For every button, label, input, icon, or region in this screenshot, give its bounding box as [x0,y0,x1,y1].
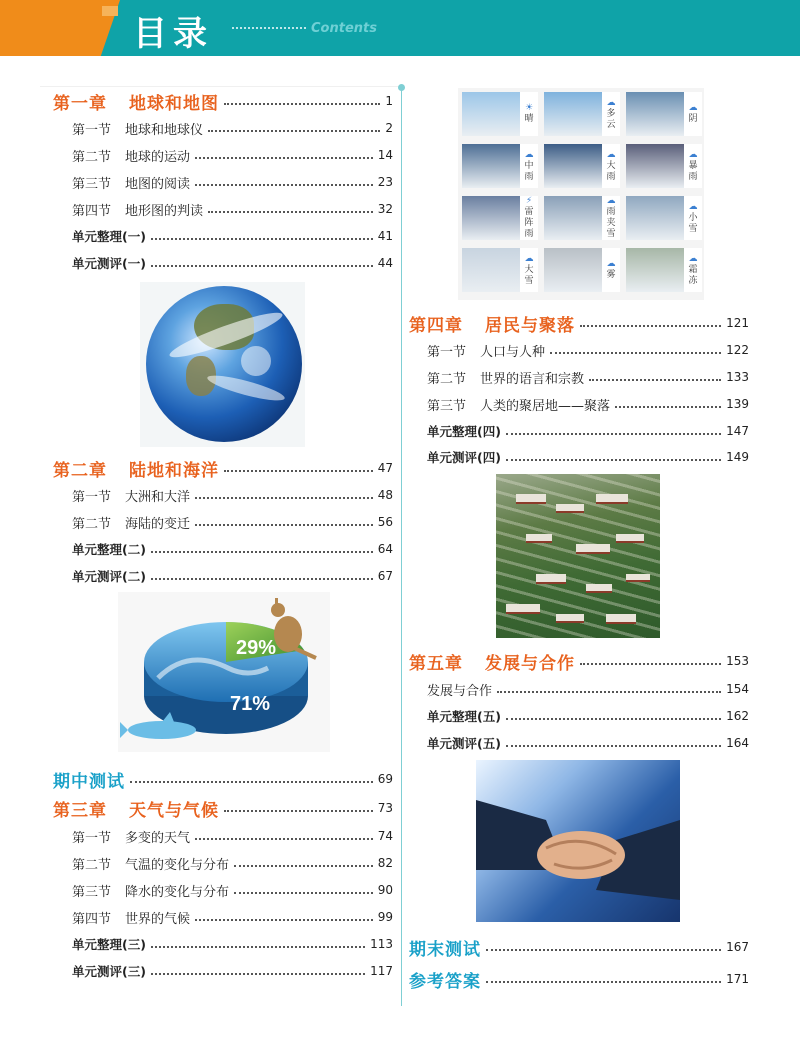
toc-page-number: 154 [726,682,749,696]
house [606,614,636,624]
toc-entry-title: 陆地和海洋 [129,460,219,481]
toc-entry-label: 单元整理(五) [427,709,501,724]
toc-page-number: 139 [726,397,749,411]
house [556,504,584,513]
earth-image [140,282,305,447]
dot-leader [224,810,373,812]
toc-page-number: 23 [377,175,393,189]
toc-entry-label: 第二章 [53,460,107,481]
weather-symbol-label: 阴 [688,114,698,124]
toc-entry-title: 人口与人种 [480,344,546,360]
toc-entry[interactable] [72,485,393,505]
toc-page-number: 47 [377,461,393,475]
toc-entry-label: 第三节 [72,176,112,192]
toc-entry-label: 第三节 [72,884,112,900]
house [556,614,584,623]
dot-leader [195,838,373,840]
toc-entry-title: 大洲和大洋 [125,489,191,505]
handshake-illustration [476,760,680,922]
dot-leader [580,663,721,665]
weather-symbol-label: 大雪 [524,264,534,286]
toc-entry[interactable] [53,458,393,481]
toc-entry[interactable] [409,969,749,992]
page-subtitle: Contents [311,21,377,36]
toc-entry-title: 人类的聚居地——聚落 [480,398,611,414]
dot-leader [224,470,373,472]
toc-page-number: 73 [377,801,393,815]
toc-page-number: 90 [377,883,393,897]
toc-entry[interactable] [427,394,749,414]
toc-entry-label: 单元测评(二) [72,569,146,584]
weather-symbol-label: 霜冻 [688,264,698,286]
toc-page-number: 113 [370,937,393,951]
toc-entry-label: 单元整理(四) [427,424,501,439]
toc-entry-label: 第一章 [53,93,107,114]
toc-entry[interactable] [409,937,749,960]
house [506,604,540,614]
toc-entry-label: 第一节 [72,489,112,505]
toc-entry-title: 地形图的判读 [125,203,204,219]
weather-scene [462,92,520,136]
toc-entry-label: 第三章 [53,800,107,821]
toc-entry-title: 居民与聚落 [485,315,575,336]
toc-entry[interactable] [427,421,749,441]
dot-leader [506,459,721,461]
toc-page-number: 153 [726,654,749,668]
toc-entry[interactable] [53,798,393,821]
weather-scene [626,248,684,292]
weather-scene [544,196,602,240]
sleet-symbol-icon: ☁ 雨夹雪 [602,196,620,240]
partly-cloudy-symbol-icon: ☁ 多云 [602,92,620,136]
dot-leader [506,433,721,435]
earth-globe [146,286,302,442]
dot-leader [130,781,373,783]
toc-entry[interactable] [427,367,749,387]
top-rule [40,86,402,87]
toc-entry-label: 第四节 [72,911,112,927]
toc-entry[interactable] [72,934,393,954]
weather-symbol-label: 雷阵雨 [524,207,534,239]
toc-page-number: 171 [726,972,749,986]
house [526,534,552,543]
dot-leader [486,981,721,983]
toc-entry[interactable] [427,706,749,726]
dot-leader [615,406,721,408]
toc-page-number: 74 [377,829,393,843]
toc-entry-label: 单元测评(四) [427,450,501,465]
village-aerial-image [496,474,660,638]
weather-symbol-label: 中雨 [524,160,534,182]
toc-entry-label: 发展与合作 [427,683,493,699]
dot-leader [195,157,373,159]
toc-entry[interactable] [72,118,393,138]
toc-entry[interactable] [72,226,393,246]
toc-page-number: 164 [726,736,749,750]
toc-entry[interactable] [72,512,393,532]
clasped-hands [537,831,625,879]
toc-page-number: 64 [377,542,393,556]
toc-entry[interactable] [72,880,393,900]
weather-symbol-label: 晴 [524,114,534,124]
house [586,584,612,593]
toc-page-number: 48 [377,488,393,502]
toc-entry-title: 世界的语言和宗教 [480,371,585,387]
toc-entry[interactable] [72,199,393,219]
toc-entry-title: 地球和地球仪 [125,122,204,138]
toc-entry-label: 第一节 [72,830,112,846]
weather-symbol-label: 暴雨 [688,160,698,182]
toc-page-number: 41 [377,229,393,243]
weather-symbol-label: 雨夹雪 [606,207,616,239]
toc-entry-label: 单元整理(三) [72,937,146,952]
toc-page-number: 69 [377,772,393,786]
toc-entry[interactable] [427,447,749,467]
toc-entry-title: 多变的天气 [125,830,191,846]
toc-entry-label: 期末测试 [409,939,481,960]
toc-entry-title: 世界的气候 [125,911,191,927]
toc-entry-label: 单元整理(一) [72,229,146,244]
toc-entry[interactable] [72,961,393,981]
weather-scene [462,144,520,188]
toc-entry-label: 第五章 [409,653,463,674]
toc-entry[interactable] [72,907,393,927]
house [626,574,650,582]
dot-leader [208,130,380,132]
toc-page-number: 56 [377,515,393,529]
weather-scene [544,144,602,188]
dot-leader [195,497,373,499]
toc-entry-label: 第四章 [409,315,463,336]
toc-entry[interactable] [72,566,393,586]
moderate-rain-symbol-icon: ☁ 中雨 [520,144,538,188]
house [576,544,610,554]
toc-page-number: 82 [377,856,393,870]
overcast-symbol-icon: ☁ 阴 [684,92,702,136]
weather-scene [544,248,602,292]
dot-leader [486,949,721,951]
toc-entry-label: 第二节 [72,857,112,873]
dot-leader [151,238,373,240]
dot-leader [208,211,373,213]
dot-leader [234,865,373,867]
toc-entry-label: 第二节 [72,149,112,165]
dot-leader [151,946,365,948]
toc-entry-label: 单元测评(一) [72,256,146,271]
toc-page-number: 121 [726,316,749,330]
toc-entry-label: 单元整理(二) [72,542,146,557]
frost-symbol-icon: ☁ 霜冻 [684,248,702,292]
weather-symbol-label: 小雪 [688,212,698,234]
weather-symbol-label: 多云 [606,108,616,130]
dot-leader [151,265,373,267]
dot-leader [151,578,373,580]
toc-entry-label: 参考答案 [409,971,481,992]
toc-page-number: 122 [726,343,749,357]
handshake-image [476,760,680,922]
heavy-rain-symbol-icon: ☁ 大雨 [602,144,620,188]
toc-page-number: 1 [385,94,393,108]
page-title: 目录 [133,14,213,54]
toc-entry-title: 地图的阅读 [125,176,191,192]
pie-sea-label: 71% [230,693,271,715]
toc-entry[interactable] [409,651,749,674]
toc-page-number: 167 [726,940,749,954]
header-accent [102,6,118,16]
header-bar [0,0,800,56]
header-dots [232,27,306,29]
toc-entry-title: 天气与气候 [129,800,219,821]
toc-page-number: 117 [370,964,393,978]
dot-leader [589,379,721,381]
toc-entry-title: 海陆的变迁 [125,516,191,532]
dot-leader [506,718,721,720]
toc-entry-label: 单元测评(三) [72,964,146,979]
toc-entry[interactable] [72,539,393,559]
weather-scene [462,196,520,240]
pie-land-label: 29% [236,637,277,659]
dot-leader [506,745,721,747]
toc-entry-title: 发展与合作 [485,653,575,674]
land-sea-pie-image [118,592,330,752]
toc-page-number: 67 [377,569,393,583]
toc-entry-label: 第一节 [72,122,112,138]
toc-entry-label: 第一节 [427,344,467,360]
house [516,494,546,504]
toc-page-number: 2 [385,121,393,135]
dot-leader [151,973,365,975]
weather-scene [462,248,520,292]
toc-page-number: 99 [377,910,393,924]
toc-page-number: 147 [726,424,749,438]
toc-entry-title: 地球和地图 [129,93,219,114]
toc-entry[interactable] [72,826,393,846]
toc-entry[interactable] [409,313,749,336]
heavy-snow-symbol-icon: ☁ 大雪 [520,248,538,292]
sun-symbol-icon: ☀ 晴 [520,92,538,136]
weather-symbol-label: 大雨 [606,160,616,182]
toc-page-number: 162 [726,709,749,723]
toc-entry-title: 降水的变化与分布 [125,884,230,900]
house [596,494,628,504]
weather-scene [544,92,602,136]
toc-entry-title: 气温的变化与分布 [125,857,230,873]
toc-entry[interactable] [427,340,749,360]
toc-entry-label: 第二节 [72,516,112,532]
weather-symbols-image [458,88,704,300]
rainstorm-symbol-icon: ☁ 暴雨 [684,144,702,188]
dot-leader [195,184,373,186]
dot-leader [195,919,373,921]
house [536,574,566,584]
toc-page-number: 14 [377,148,393,162]
land-sea-pie [118,592,330,752]
column-divider [401,86,402,1006]
dot-leader [580,325,721,327]
divider-dot [398,84,405,91]
house [616,534,644,543]
dot-leader [497,691,721,693]
dot-leader [195,524,373,526]
fog-symbol-icon: ☁ 雾 [602,248,620,292]
weather-scene [626,144,684,188]
toc-entry-label: 期中测试 [53,771,125,792]
dot-leader [224,103,380,105]
toc-entry-label: 第三节 [427,398,467,414]
toc-entry[interactable] [72,145,393,165]
toc-entry[interactable] [427,679,749,699]
toc-entry[interactable] [53,769,393,792]
toc-entry[interactable] [72,253,393,273]
thunder-shower-symbol-icon: ⚡ 雷阵雨 [520,196,538,240]
toc-page-number: 32 [377,202,393,216]
toc-entry[interactable] [72,172,393,192]
light-snow-symbol-icon: ☁ 小雪 [684,196,702,240]
toc-page-number: 44 [377,256,393,270]
toc-entry[interactable] [427,733,749,753]
dot-leader [234,892,373,894]
dot-leader [550,352,721,354]
toc-entry-label: 第二节 [427,371,467,387]
toc-entry-label: 单元测评(五) [427,736,501,751]
toc-entry-title: 地球的运动 [125,149,191,165]
weather-symbol-label: 雾 [606,270,616,280]
toc-page-number: 149 [726,450,749,464]
weather-scene [626,196,684,240]
weather-scene [626,92,684,136]
toc-entry-label: 第四节 [72,203,112,219]
dot-leader [151,551,373,553]
toc-entry[interactable] [72,853,393,873]
toc-page-number: 133 [726,370,749,384]
toc-entry[interactable] [53,91,393,114]
